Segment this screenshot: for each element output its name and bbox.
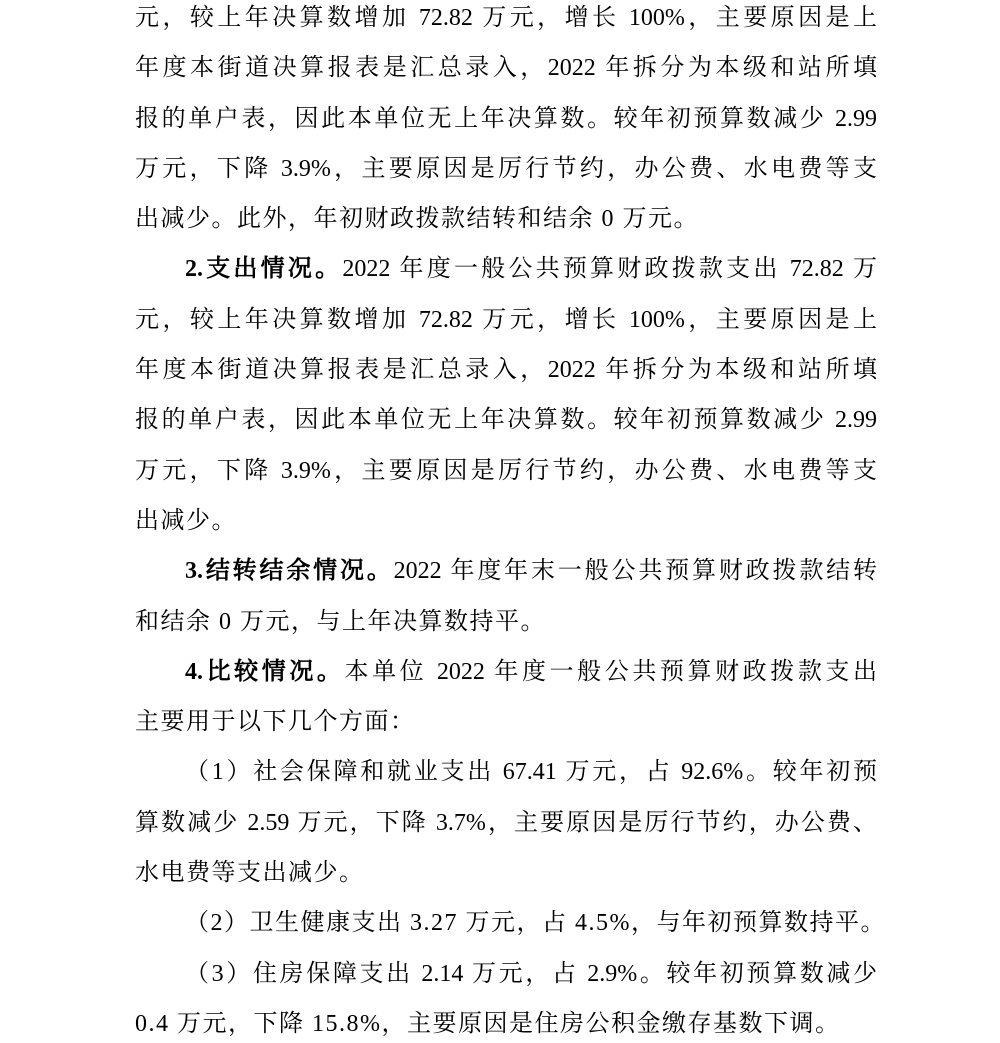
paragraph-line	[135, 251, 877, 287]
paragraph-line: 算数减少 2.59 万元，下降 3.7%，主要原因是厉行节约，办公费、	[135, 809, 877, 836]
paragraph-line: 年度本街道决算报表是汇总录入，2022 年拆分为本级和站所填	[135, 357, 877, 384]
paragraph-line: 元，较上年决算数增加 72.82 万元，增长 100%，主要原因是上	[135, 5, 877, 31]
paragraph-line: 报的单户表，因此本单位无上年决算数。较年初预算数减少 2.99	[135, 407, 877, 434]
line-text: 2022 年度年末一般公共预算财政拨款结转	[393, 558, 878, 585]
paragraph-line: 报的单户表，因此本单位无上年决算数。较年初预算数减少 2.99	[135, 105, 877, 132]
section-heading: 4.比较情况。	[185, 658, 345, 685]
line-text: 本单位 2022 年度一般公共预算财政拨款支出	[344, 658, 877, 685]
paragraph-line: （3）住房保障支出 2.14 万元，占 2.9%。较年初预算数减少	[185, 960, 877, 987]
paragraph-line: 和结余 0 万元，与上年决算数持平。	[135, 608, 546, 635]
paragraph-line: 主要用于以下几个方面：	[135, 709, 416, 736]
paragraph-line: （2）卫生健康支出 3.27 万元，占 4.5%，与年初预算数持平。	[185, 910, 886, 937]
section-heading: 2.支出情况。	[185, 256, 343, 283]
paragraph-line	[135, 654, 877, 690]
paragraph-comparison	[135, 654, 877, 740]
paragraph-expenditure	[135, 251, 877, 538]
list-item-health	[135, 905, 886, 941]
paragraph-line: 出减少。	[135, 507, 237, 534]
paragraph-line: 出减少。此外，年初财政拨款结转和结余 0 万元。	[135, 206, 699, 233]
paragraph-line: （1）社会保障和就业支出 67.41 万元，占 92.6%。较年初预	[185, 759, 877, 786]
list-item-housing	[135, 956, 877, 1042]
paragraph-line: 万元，下降 3.9%，主要原因是厉行节约，办公费、水电费等支	[135, 155, 877, 182]
paragraph-income-continued	[135, 0, 877, 237]
document-body	[135, 0, 886, 1042]
paragraph-line: 0.4 万元，下降 15.8%，主要原因是住房公积金缴存基数下调。	[135, 1010, 841, 1037]
line-text: 2022 年度一般公共预算财政拨款支出 72.82 万	[342, 256, 878, 283]
list-item-social-security	[135, 754, 877, 891]
paragraph-line	[135, 553, 877, 589]
paragraph-line: 元，较上年决算数增加 72.82 万元，增长 100%，主要原因是上	[135, 306, 877, 333]
paragraph-line: 万元，下降 3.9%，主要原因是厉行节约，办公费、水电费等支	[135, 457, 877, 484]
paragraph-carryover	[135, 553, 877, 639]
paragraph-line: 水电费等支出减少。	[135, 860, 365, 887]
paragraph-line: 年度本街道决算报表是汇总录入，2022 年拆分为本级和站所填	[135, 55, 877, 82]
section-heading: 3.结转结余情况。	[185, 558, 394, 585]
